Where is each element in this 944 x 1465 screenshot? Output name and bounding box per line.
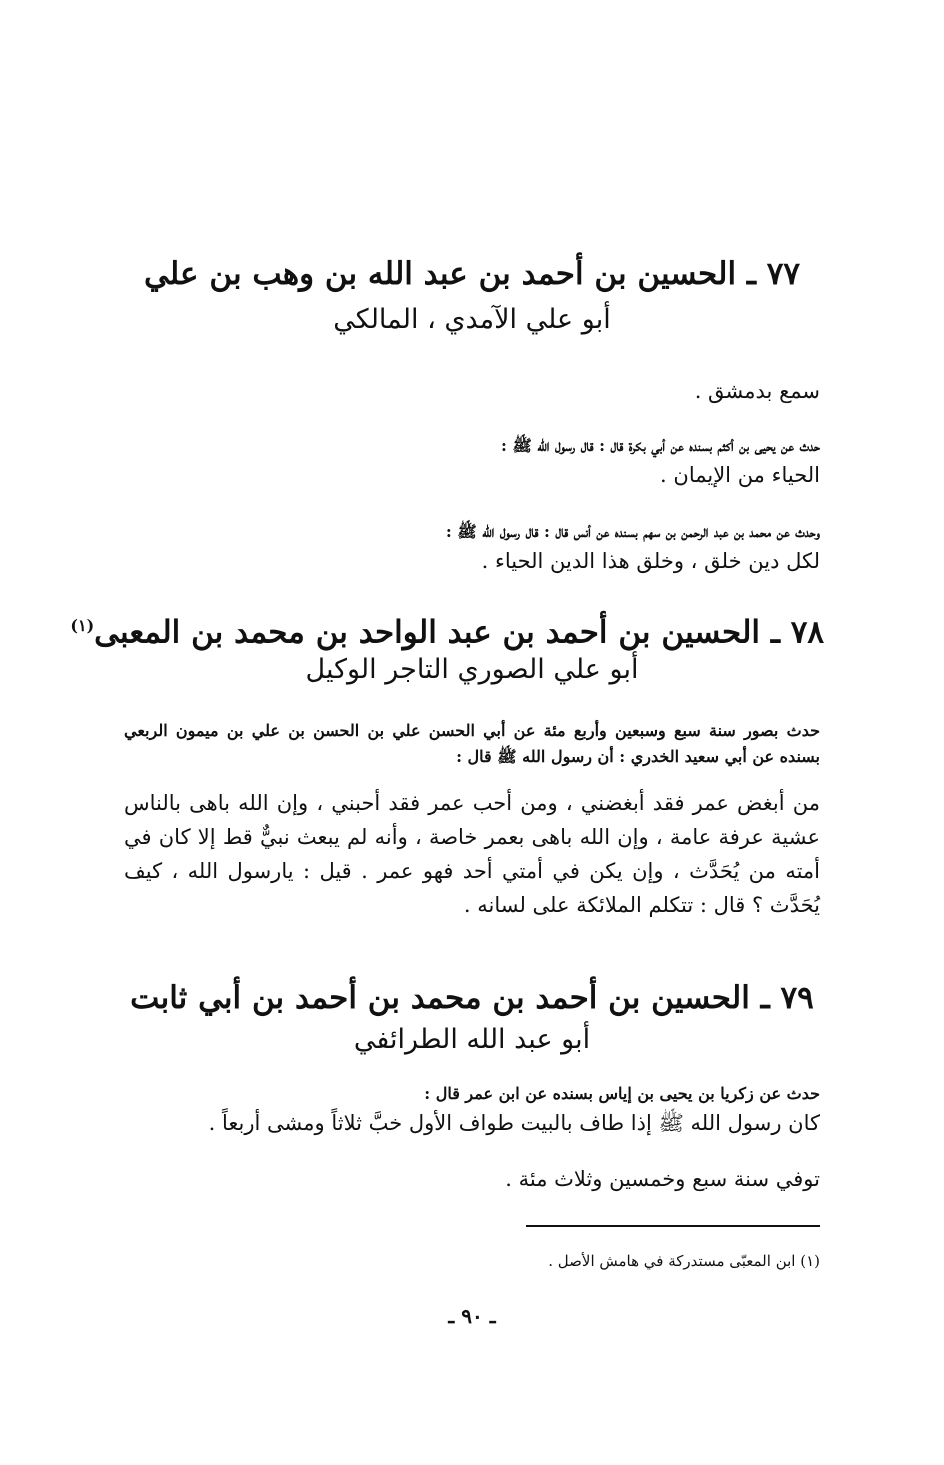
entry-78-title <box>70 606 824 652</box>
entry-79-death: توفي سنة سبع وخمسين وثلاث مئة . <box>505 1167 820 1191</box>
footnote-marker: (١) <box>70 616 95 635</box>
entry-78-subtitle: أبو علي الصوري التاجر الوكيل <box>305 654 639 685</box>
entry-77-narration-2-sanad: وحدث عن محمد بن عبد الرحمن بن سهم بسنده عن أنس قال : قال رسول الله ﷺ : <box>445 522 820 541</box>
entry-77-heard: سمع بدمشق . <box>694 379 820 403</box>
footnote: (١) ابن المعبّى مستدركة في هامش الأصل . <box>548 1252 820 1270</box>
entry-77-narration-1-sanad: حدث عن يحيى بن أكثم بسنده عن أبي بكرة قال : قال رسول الله ﷺ : <box>501 436 820 455</box>
entry-79-sanad: حدث عن زكريا بن يحيى بن إياس بسنده عن ابن عمر قال : <box>424 1084 820 1103</box>
page-number: ـ ٩٠ ـ <box>448 1304 496 1328</box>
entry-79-title: ٧٩ ـ الحسين بن أحمد بن محمد بن أحمد بن أبي ثابت <box>130 980 814 1016</box>
entry-78-title-text: ٧٨ ـ الحسين بن أحمد بن عبد الواحد بن محمد بن المعبى <box>94 614 824 651</box>
entry-77-narration-1-text: الحياء من الإيمان . <box>660 463 820 487</box>
entry-78-sanad: حدث بصور سنة سبع وسبعين وأربع مئة عن أبي الحسن علي بن الحسن بن علي بن ميمون الربعي بسنده عن أبي سعيد الخدري : أن رسول الله ﷺ قال : <box>124 721 820 766</box>
entry-79-hadith: كان رسول الله ﷺ إذا طاف بالبيت طواف الأول خبَّ ثلاثاً ومشى أربعاً . <box>208 1111 820 1135</box>
entry-77-title: ٧٧ ـ الحسين بن أحمد بن عبد الله بن وهب بن علي <box>143 256 801 292</box>
entry-77-narration-2-text: لكل دين خلق ، وخلق هذا الدين الحياء . <box>481 549 820 573</box>
entry-77-subtitle: أبو علي الآمدي ، المالكي <box>333 304 611 335</box>
entry-78-hadith: من أبغض عمر فقد أبغضني ، ومن أحب عمر فقد أحبني ، وإن الله باهى بالناس عشية عرفة عامة ، وإن الله باهى بعمر خاصة ، وأنه لم يبعث نبيٌّ قط إلا كان في أمته من يُحَدَّث ، وإن يكن في أمتي أحد فهو عمر . قيل : يارسول الله ، كيف يُحَدَّث ؟ قال : تتكلم الملائكة على لسانه . <box>124 791 820 917</box>
entry-79-subtitle: أبو عبد الله الطرائفي <box>353 1024 591 1055</box>
footnote-separator <box>526 1225 820 1227</box>
